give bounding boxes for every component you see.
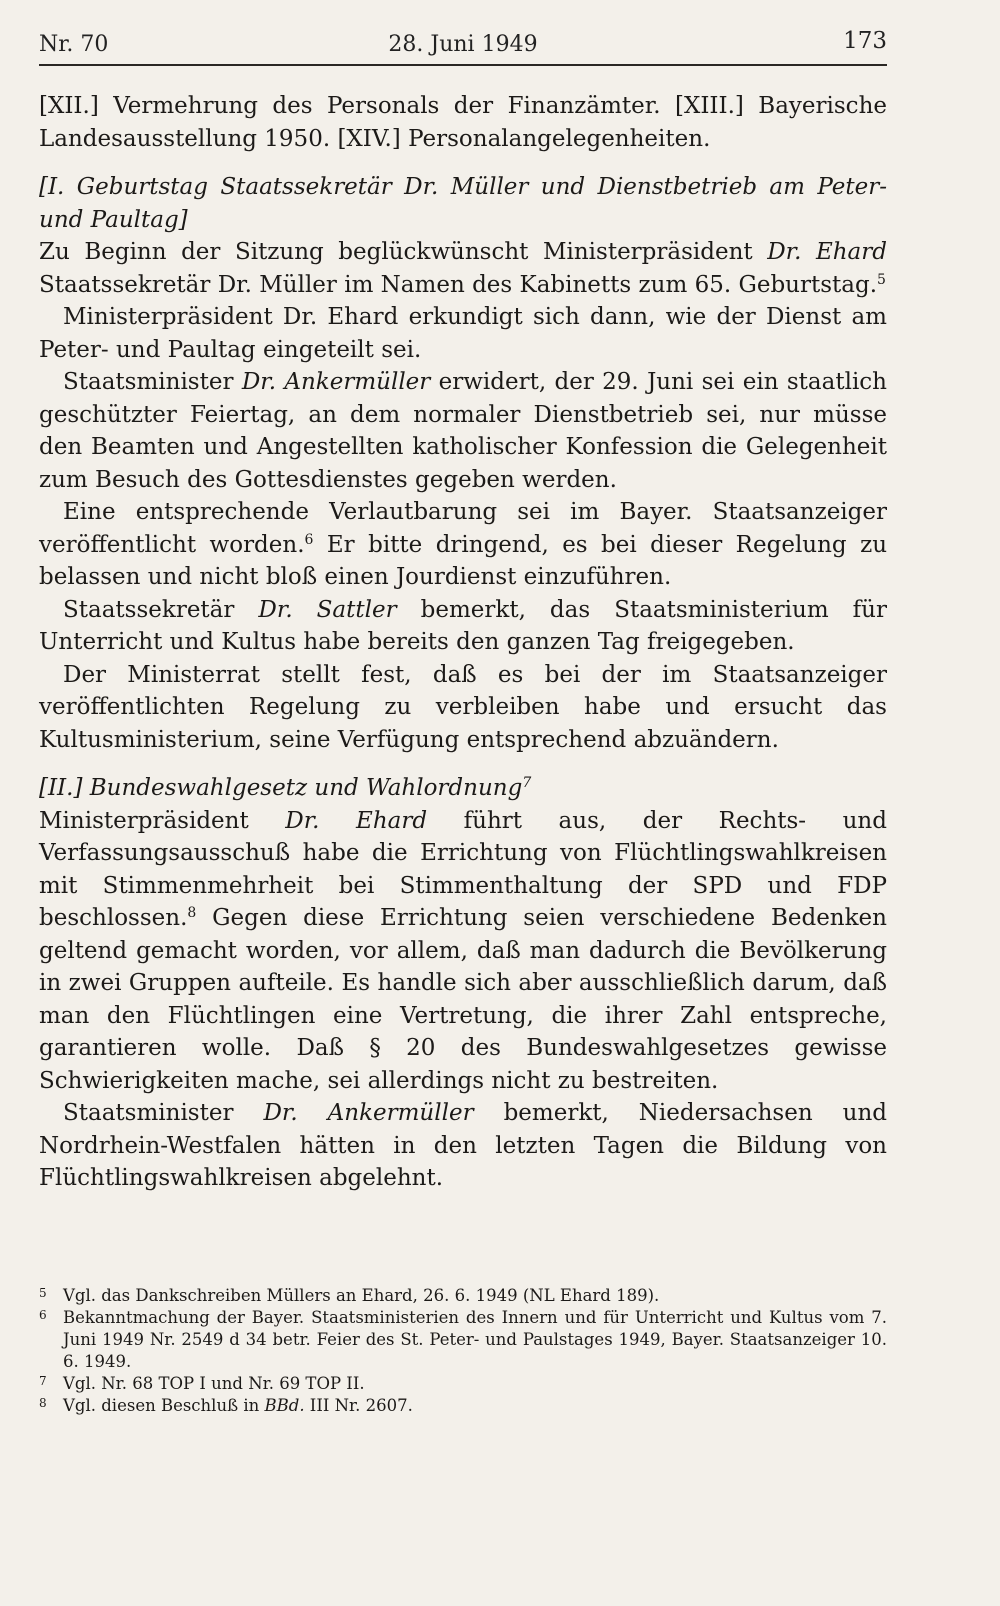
page-header (39, 28, 887, 62)
section-2-paragraph-1: Ministerpräsident Dr. Ehard führt aus, der Rechts- und Verfassungsausschuß habe die Errichtung von Flüchtlingswahlkreisen mit Stimmenmehrheit bei Stimmenthaltung der SPD und FDP beschlossen.$^8$ Gegen diese Errichtung seien verschiedene Bedenken geltend gemacht worden, vor allem, daß man dadurch die Bevölkerung in zwei Gruppen aufteile. Es handle sich aber ausschließlich darum, daß man den Flüchtlingen eine Vertretung, die ihrer Zahl entspreche, garantieren wolle. Daß § 20 des Bundeswahlgesetzes gewisse Schwierigkeiten mache, sei allerdings nicht zu bestreiten. (39, 807, 887, 1094)
header-rule (39, 64, 887, 66)
footnote-7: 7 Vgl. Nr. 68 TOP I und Nr. 69 TOP II. (39, 1374, 365, 1393)
section-1-paragraph-5: Staatssekretär Dr. Sattler bemerkt, das Staatsministerium für Unterricht und Kultus habe bereits den ganzen Tag freigegeben. (39, 596, 887, 655)
section-2-heading: [II.] Bundeswahlgesetz und Wahlordnung$^7$ (39, 775, 532, 801)
page-number: 173 (843, 28, 887, 54)
section-1-paragraph-3: Staatsminister Dr. Ankermüller erwidert, der 29. Juni sei ein staatlich geschützter Feiertag, an dem normaler Dienstbetrieb sei, nur müsse den Beamten und Angestellten katholischer Konfession die Gelegenheit zum Besuch des Gottesdienstes gegeben werden. (39, 369, 887, 493)
header-protocol-number: Nr. 70 (39, 32, 109, 57)
section-1-paragraph-1: Zu Beginn der Sitzung beglückwünscht Ministerpräsident Dr. Ehard Staatssekretär Dr. Müller im Namen des Kabinetts zum 65. Geburtstag.$^5$ (39, 239, 887, 298)
section-1-paragraph-4: Eine entsprechende Verlautbarung sei im Bayer. Staatsanzeiger veröffentlicht worden.$^6$ Er bitte dringend, es bei dieser Regelung zu belassen und nicht bloß einen Jourdienst einzuführen. (39, 499, 888, 590)
section-1-paragraph-2: Ministerpräsident Dr. Ehard erkundigt sich dann, wie der Dienst am Peter- und Paultag eingeteilt sei. (39, 304, 887, 363)
section-2-paragraph-2: Staatsminister Dr. Ankermüller bemerkt, Niedersachsen und Nordrhein-Westfalen hätten in den letzten Tagen die Bildung von Flüchtlingswahlkreisen abgelehnt. (39, 1100, 887, 1191)
footnotes (39, 1285, 887, 1417)
agenda-line: [XII.] Vermehrung des Personals der Finanzämter. [XIII.] Bayerische Landesausstellung 1950. [XIV.] Personalangelegenheiten. (39, 93, 887, 152)
footnote-ref-8: 8 (187, 905, 197, 921)
footnote-ref-6: 6 (304, 531, 314, 548)
footnote-5: 5 Vgl. das Dankschreiben Müllers an Ehard, 26. 6. 1949 (NL Ehard 189). (39, 1286, 660, 1305)
header-date: 28. Juni 1949 (388, 32, 538, 57)
footnote-8: 8 Vgl. diesen Beschluß in BBd. III Nr. 2607. (39, 1396, 413, 1415)
section-1-paragraph-6: Der Ministerrat stellt fest, daß es bei der im Staatsanzeiger veröffentlichten Regelung zu verbleiben habe und ersucht das Kultusministerium, seine Verfügung entsprechend abzuändern. (39, 661, 887, 753)
section-1-heading: [I. Geburtstag Staatssekretär Dr. Müller und Dienstbetrieb am Peter- und Paultag] (39, 174, 887, 233)
footnote-ref-5: 5 (877, 271, 886, 288)
footnote-6: 6 Bekanntmachung der Bayer. Staatsministerien des Innern und für Unterricht und Kultus vom 7. Juni 1949 Nr. 2549 d 34 betr. Feier des St. Peter- und Paulstages 1949, Bayer. Staatsanzeiger 10. 6. 1949. (39, 1308, 887, 1371)
body-text (39, 90, 887, 1195)
footnote-ref-7: 7 (522, 775, 532, 791)
